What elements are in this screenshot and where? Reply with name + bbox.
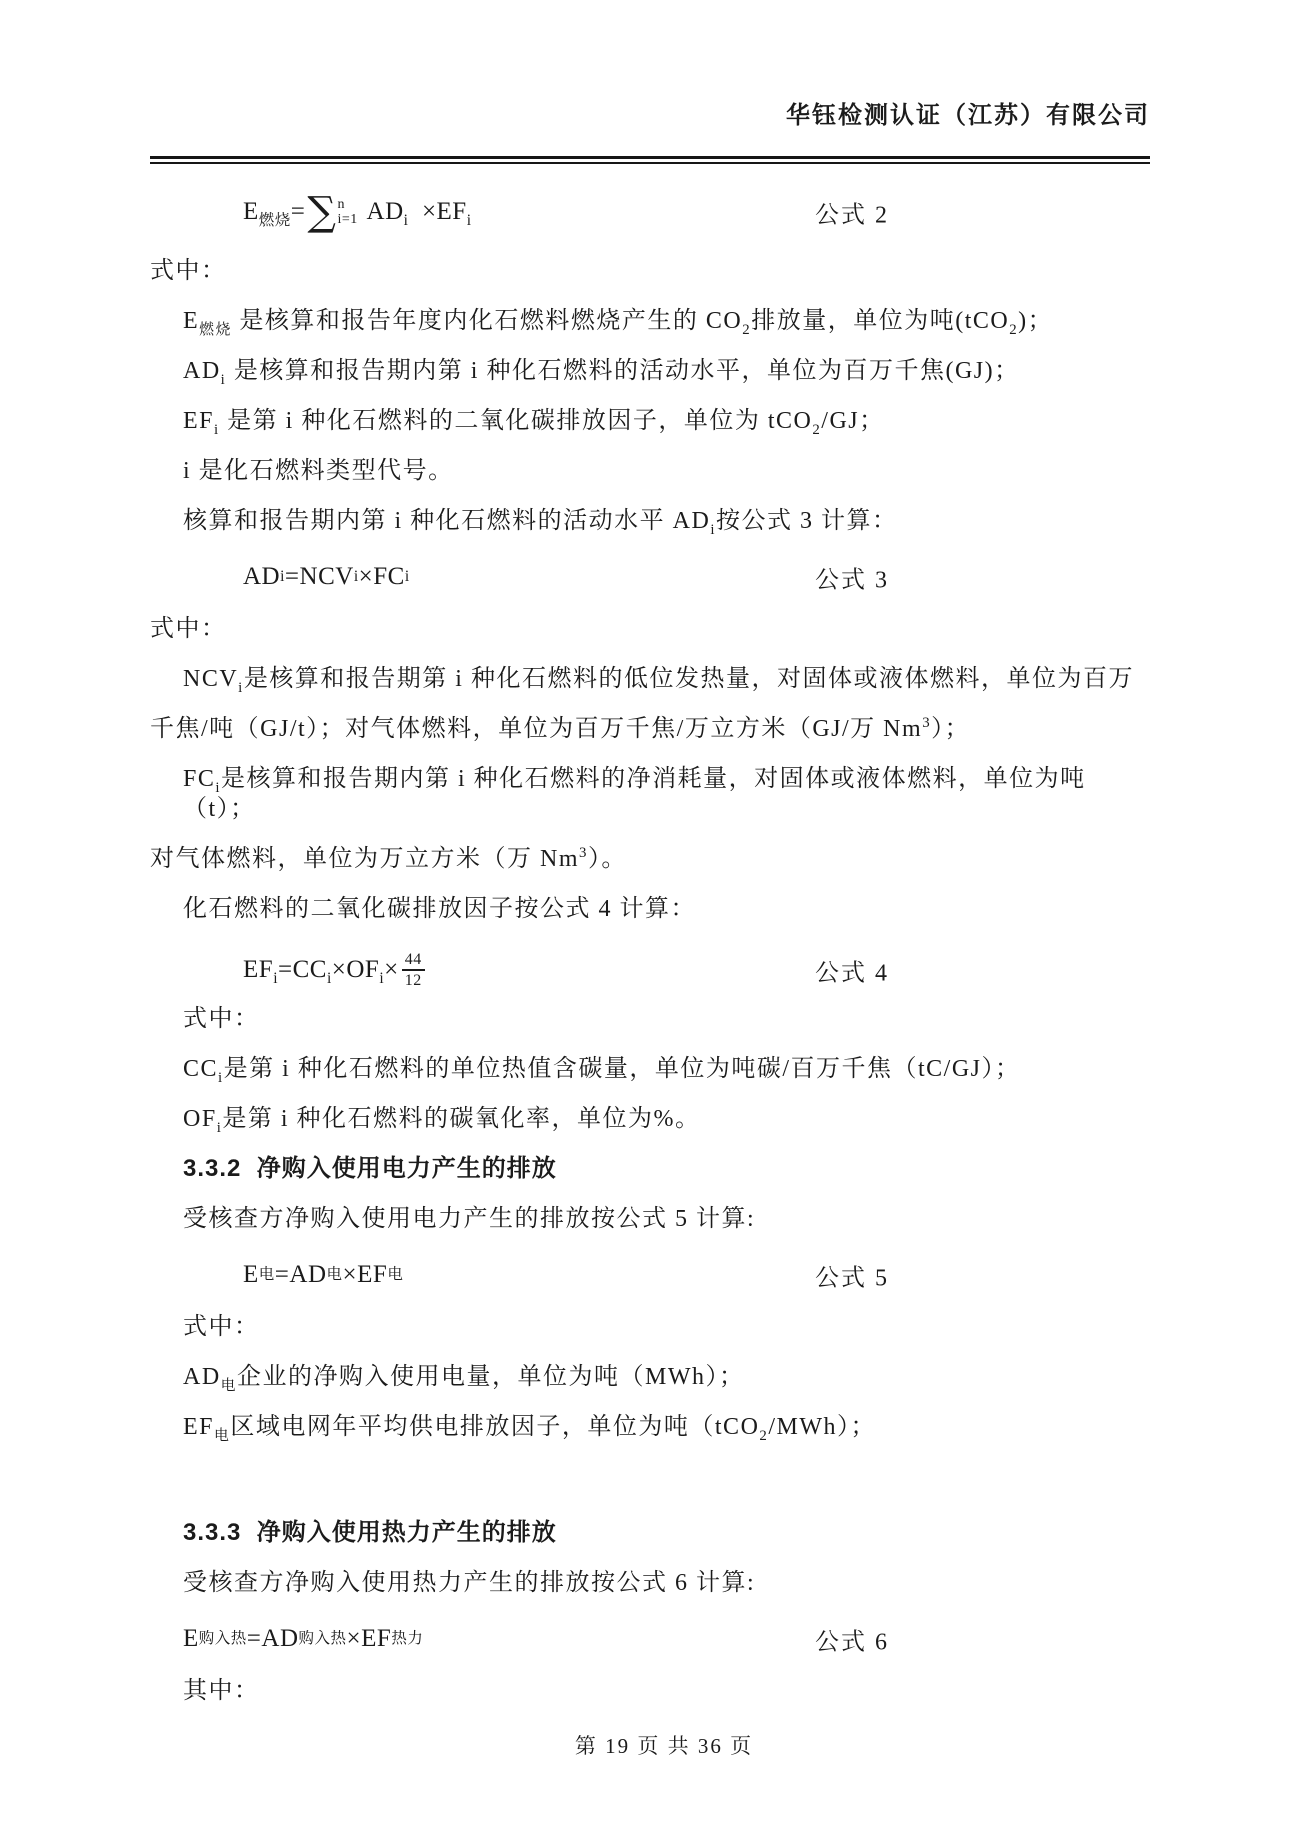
formula-2-expression bbox=[243, 189, 472, 235]
page-number: 第 19 页 共 36 页 bbox=[574, 1734, 754, 1758]
formula-6 bbox=[150, 1618, 1150, 1660]
intro-formula-5: 受核查方净购入使用电力产生的排放按公式 5 计算: bbox=[183, 1206, 756, 1232]
def-of-i: $OF_i$是第 i 种化石燃料的碳氧化率，单位为%。 bbox=[183, 1106, 701, 1136]
def-e-combustion: $E_{燃烧}$ 是核算和报告年度内化石燃料燃烧产生的 $CO_2$排放量，单位为吨(tCO$_2$)； bbox=[183, 308, 1054, 338]
line-shizhong-f4: 式中： bbox=[183, 1006, 260, 1032]
def-ncv-line-1: $NCV_i$是核算和报告期第 i 种化石燃料的低位发热量，对固体或液体燃料，单位为百万 bbox=[183, 666, 1134, 696]
formula-2-rhs: $AD_i \times EF_i$ bbox=[359, 198, 472, 229]
formula-6-expression: E 购入热 =AD 购入热 ×EF 热力 bbox=[183, 1625, 424, 1652]
formula-3 bbox=[150, 556, 1150, 598]
header-rule bbox=[150, 156, 1150, 164]
formula-4 bbox=[150, 944, 1150, 996]
line-shizhong-f2: 式中： bbox=[150, 258, 227, 284]
section-heading-3-3-2: 3.3.2 净购入使用电力产生的排放 bbox=[183, 1155, 557, 1182]
document-body bbox=[150, 186, 1150, 1706]
formula-4-lhs: $EF_i=CC_i\times OF_i\times$ bbox=[243, 956, 399, 987]
formula-5-label: 公式 5 bbox=[815, 1265, 889, 1292]
fraction-numerator: 44 bbox=[402, 951, 425, 971]
intro-formula-3: 核算和报告期内第 i 种化石燃料的活动水平 $AD_i$按公式 3 计算： bbox=[183, 508, 898, 538]
line-shizhong-f5: 式中： bbox=[183, 1314, 260, 1340]
formula-2 bbox=[150, 186, 1150, 238]
page-footer bbox=[0, 1705, 1299, 1785]
section-heading-3-3-3: 3.3.3 净购入使用热力产生的排放 bbox=[183, 1519, 557, 1546]
formula-5 bbox=[150, 1254, 1150, 1296]
def-ef-electricity: $EF_电$区域电网年平均供电排放因子，单位为吨（tCO$_2$/MWh）； bbox=[183, 1414, 877, 1444]
def-ad-i: $AD_i$ 是核算和报告期内第 i 种化石燃料的活动水平，单位为百万千焦(GJ)； bbox=[183, 358, 1020, 388]
intro-formula-4: 化石燃料的二氧化碳排放因子按公式 4 计算： bbox=[183, 896, 696, 922]
def-ef-i: $EF_i$ 是第 i 种化石燃料的二氧化碳排放因子，单位为 tCO$_2$/GJ； bbox=[183, 408, 885, 438]
formula-2-lhs: $E_{燃烧}=$ bbox=[243, 198, 306, 229]
def-cc-i: $CC_i$是第 i 种化石燃料的单位热值含碳量，单位为吨碳/百万千焦（tC/GJ）； bbox=[183, 1056, 1021, 1086]
line-shizhong-f3: 式中： bbox=[150, 616, 227, 642]
sigma-upper-limit: n bbox=[337, 197, 345, 212]
formula-3-label: 公式 3 bbox=[815, 567, 889, 594]
formula-5-expression: E 电 =AD 电 ×EF 电 bbox=[243, 1261, 404, 1288]
sigma-summation bbox=[307, 189, 358, 235]
sigma-icon: ∑ bbox=[307, 189, 337, 235]
def-fuel-index: i 是化石燃料类型代号。 bbox=[183, 458, 454, 484]
sigma-lower-limit: i=1 bbox=[337, 212, 358, 227]
def-fc-line-1: $FC_i$是核算和报告期内第 i 种化石燃料的净消耗量，对固体或液体燃料，单位为吨（t）； bbox=[183, 766, 1086, 822]
formula-2-label: 公式 2 bbox=[815, 202, 889, 229]
header-company-name: 华钰检测认证（江苏）有限公司 bbox=[786, 103, 1150, 129]
intro-formula-6: 受核查方净购入使用热力产生的排放按公式 6 计算: bbox=[183, 1570, 756, 1596]
formula-4-label: 公式 4 bbox=[815, 960, 889, 987]
fraction-denominator: 12 bbox=[404, 972, 422, 989]
sigma-limits bbox=[337, 197, 357, 227]
def-ad-electricity: $AD_电$企业的净购入使用电量，单位为吨（MWh）； bbox=[183, 1364, 745, 1394]
def-ncv-line-2: 千焦/吨（GJ/t）；对气体燃料，单位为百万千焦/万立方米（GJ/万 Nm$^3$）； bbox=[150, 715, 971, 742]
formula-4-expression bbox=[243, 951, 425, 989]
fraction-44-12 bbox=[402, 951, 425, 989]
line-qizhong: 其中： bbox=[183, 1678, 260, 1704]
formula-6-label: 公式 6 bbox=[815, 1629, 889, 1656]
def-fc-line-2: 对气体燃料，单位为万立方米（万 Nm$^3$）。 bbox=[150, 845, 627, 872]
formula-3-expression: AD i =NCV i ×FC i bbox=[243, 563, 410, 590]
